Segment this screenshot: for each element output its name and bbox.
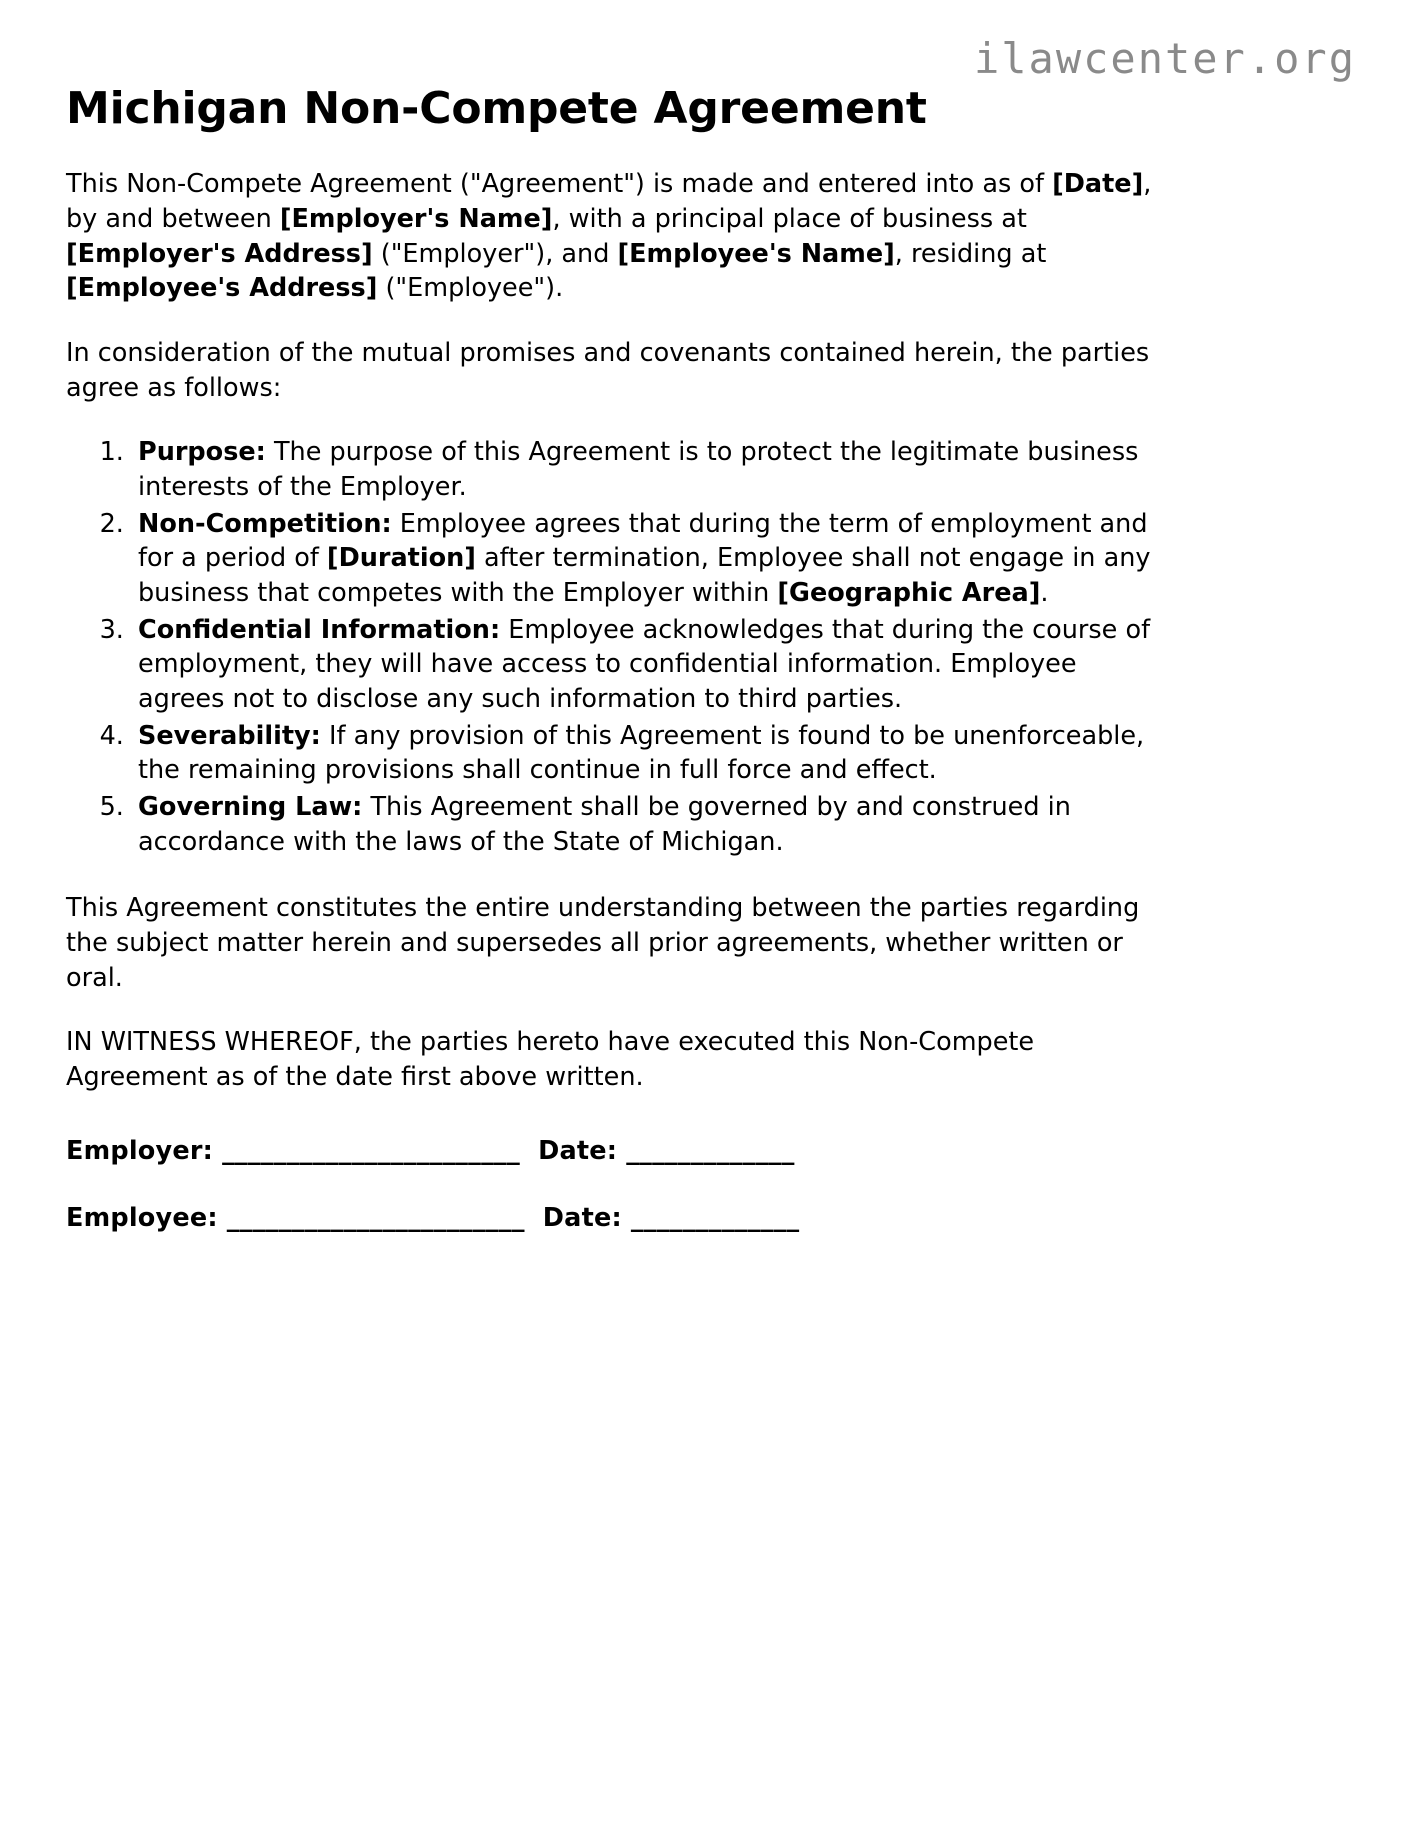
list-item-confidential-information [132, 613, 1156, 717]
entire-understanding-paragraph: This Agreement constitutes the entire understanding between the parties regarding the subject matter herein and supersedes all prior agreements, whether written or oral. [66, 893, 1140, 993]
page-title: Michigan Non-Compete Agreement [66, 83, 927, 134]
intro-seg-3: , with a principal place of business at [552, 203, 1027, 234]
term-body-non-competition-a: Employee agrees that during the term of employment and for a period of [138, 508, 1148, 574]
term-body-non-competition-c: . [1040, 577, 1049, 608]
list-item-purpose [132, 435, 1156, 504]
site-watermark: ilawcenter.org [973, 34, 1356, 83]
term-body-confidential-information: Employee acknowledges that during the course of employment, they will have access to confidential information. Employee agrees not to disclose any such information to third parties. [138, 614, 1151, 714]
term-heading-confidential-information: Confidential Information: [138, 614, 501, 645]
placeholder-geographic-area: [Geographic Area] [777, 577, 1041, 608]
term-body-severability: If any provision of this Agreement is found to be unenforceable, the remaining provisions shall continue in full force and effect. [138, 720, 1145, 786]
consideration-paragraph: In consideration of the mutual promises and covenants contained herein, the parties agree as follows: [66, 337, 1150, 403]
witness-paragraph: IN WITNESS WHEREOF, the parties hereto have executed this Non-Compete Agreement as of the date first above written. [66, 1027, 1035, 1093]
intro-seg-6: ("Employee"). [377, 273, 564, 304]
term-heading-purpose: Purpose: [138, 437, 266, 468]
intro-seg-5: , residing at [894, 238, 1047, 269]
intro-paragraph [66, 167, 1156, 306]
list-item-governing-law [132, 790, 1156, 859]
term-heading-governing-law: Governing Law: [138, 792, 363, 823]
term-heading-severability: Severability: [138, 720, 321, 751]
term-body-non-competition-b: after termination, Employee shall not engage in any business that competes with the Employer within [138, 543, 1151, 608]
term-body-purpose: The purpose of this Agreement is to protect the legitimate business interests of the Employer. [138, 437, 1139, 502]
document-body [66, 84, 1156, 1269]
term-heading-non-competition: Non-Competition: [138, 508, 392, 539]
intro-seg-1: This Non-Compete Agreement ("Agreement") is made and entered into as of [66, 169, 1053, 200]
intro-seg-2: , by and between [66, 169, 1152, 234]
placeholder-employer-name: [Employer's Name] [279, 203, 553, 234]
term-body-governing-law: This Agreement shall be governed by and construed in accordance with the laws of the State of Michigan. [138, 792, 1071, 857]
employee-signature-line[interactable]: Employee: _______________________ Date: _____________ [66, 1202, 800, 1233]
placeholder-date: [Date] [1052, 169, 1144, 200]
terms-list [66, 435, 1156, 859]
signature-block [66, 1135, 1156, 1235]
list-item-severability [132, 719, 1156, 788]
employer-signature-line[interactable]: Employer: _______________________ Date: _____________ [66, 1135, 795, 1166]
list-item-non-competition [132, 507, 1156, 611]
placeholder-employer-address: [Employer's Address] [66, 238, 373, 269]
placeholder-duration: [Duration] [326, 543, 476, 574]
placeholder-employee-name: [Employee's Name] [617, 238, 895, 269]
intro-seg-4: ("Employer"), and [372, 238, 618, 269]
placeholder-employee-address: [Employee's Address] [66, 273, 378, 304]
